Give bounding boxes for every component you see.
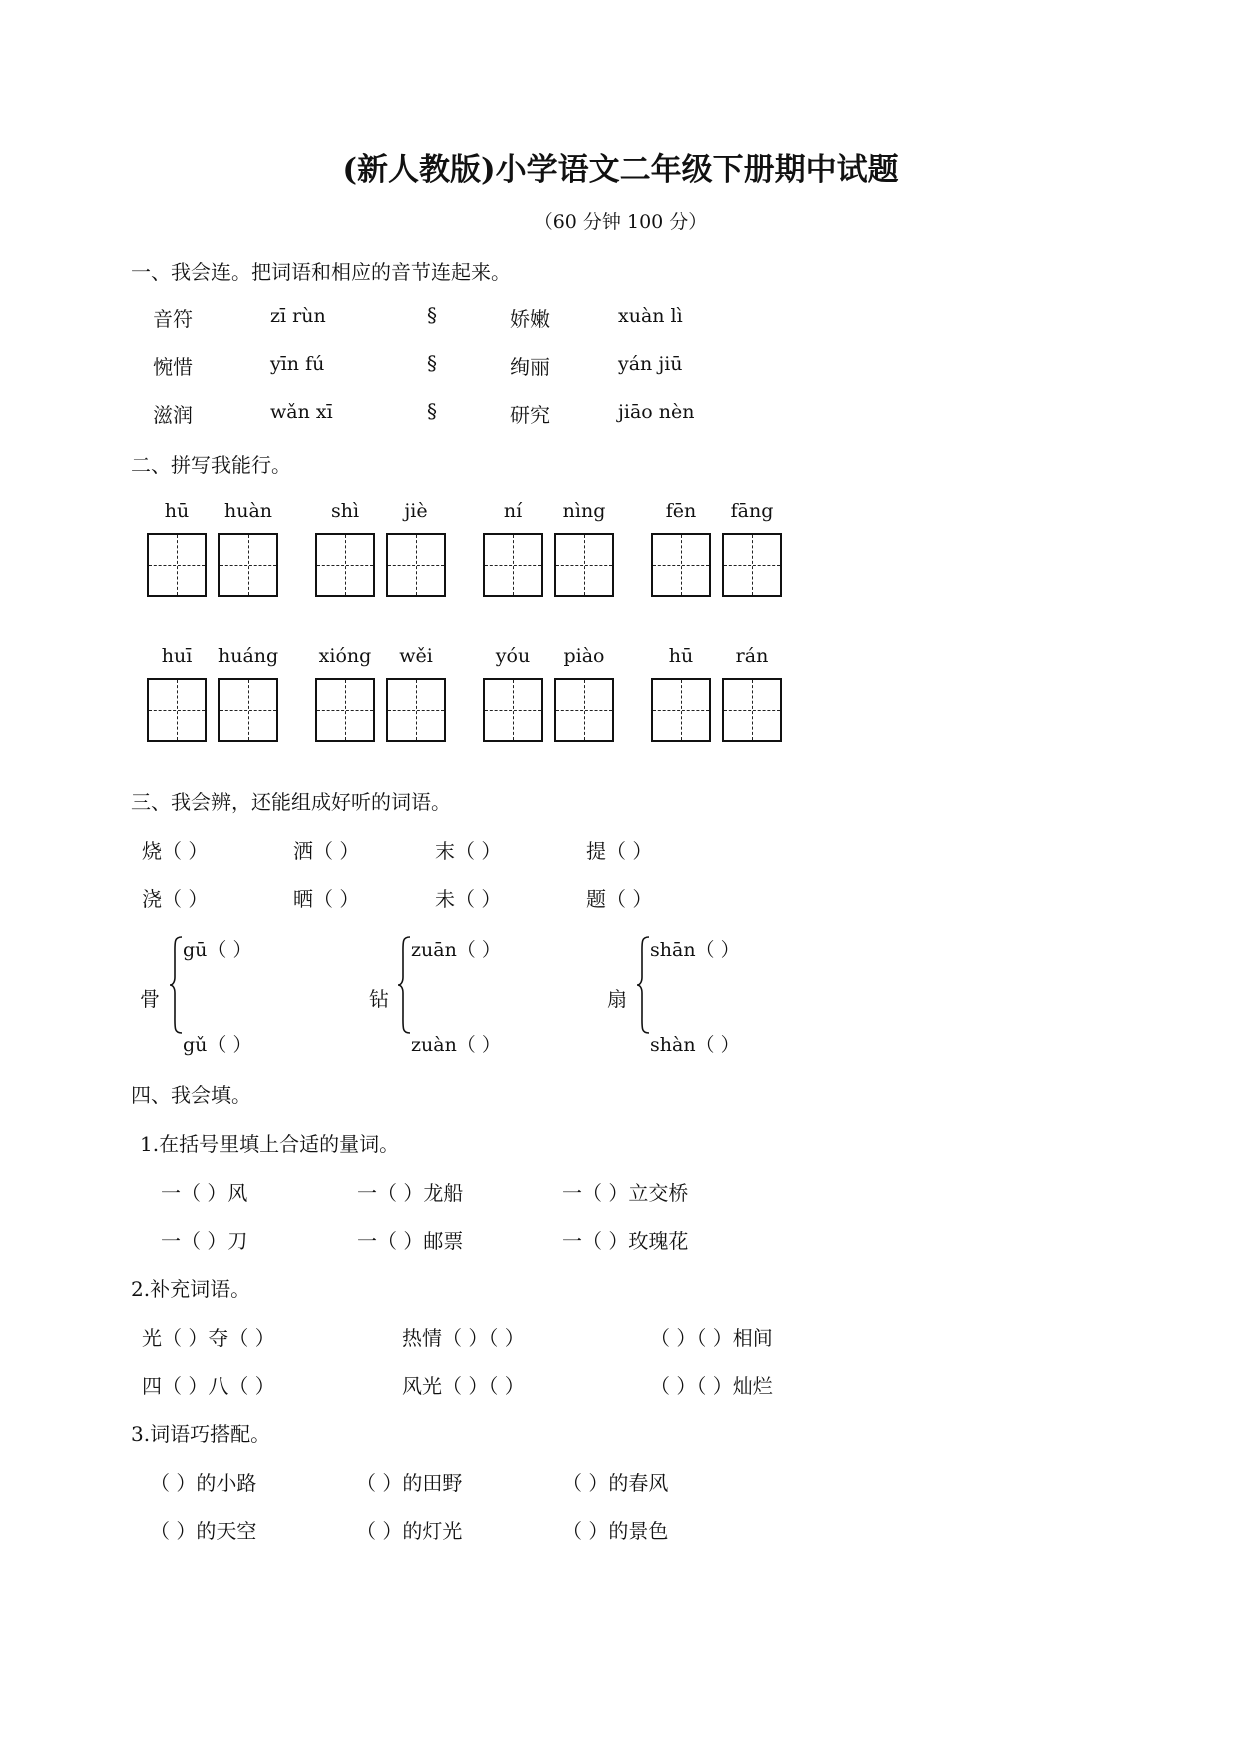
polyphone-option[interactable]: shān（ ） <box>650 939 740 961</box>
page-subtitle: （60 分钟 100 分） <box>533 211 708 233</box>
section-mark: § <box>427 351 437 375</box>
section-3-heading: 三、我会辨，还能组成好听的词语。 <box>131 790 451 814</box>
phrase-blank[interactable]: （ ）的小路 <box>150 1471 257 1495</box>
question-3-label: 3.词语巧搭配。 <box>131 1422 271 1446</box>
polyphone-char: 骨 <box>140 987 160 1011</box>
writing-grid-box[interactable] <box>554 678 614 742</box>
writing-grid-box[interactable] <box>218 533 278 597</box>
phrase-blank[interactable]: （ ）的天空 <box>150 1519 257 1543</box>
phrase-blank[interactable]: （ ）的景色 <box>562 1519 669 1543</box>
writing-grid-box[interactable] <box>386 533 446 597</box>
pinyin-label: wěi <box>399 645 433 667</box>
pinyin-right: yán jiū <box>618 353 683 375</box>
polyphone-option[interactable]: zuān（ ） <box>411 939 501 961</box>
idiom-blank[interactable]: 风光（ ）（ ） <box>402 1374 525 1398</box>
measure-word-blank[interactable]: 一（ ）风 <box>161 1181 248 1205</box>
question-2-label: 2.补充词语。 <box>131 1277 251 1301</box>
polyphone-char: 扇 <box>607 987 627 1011</box>
brace-icon <box>636 936 650 1034</box>
pinyin-left: wǎn xī <box>270 401 333 423</box>
writing-grid-box[interactable] <box>722 678 782 742</box>
idiom-blank[interactable]: 热情（ ）（ ） <box>402 1326 525 1350</box>
writing-grid-box[interactable] <box>218 678 278 742</box>
char-blank[interactable]: 晒（ ） <box>293 887 360 911</box>
measure-word-blank[interactable]: 一（ ）立交桥 <box>562 1181 689 1205</box>
phrase-blank[interactable]: （ ）的田野 <box>356 1471 463 1495</box>
idiom-blank[interactable]: 光（ ）夺（ ） <box>142 1326 275 1350</box>
pinyin-label: fāng <box>730 500 774 522</box>
brace-icon <box>169 936 183 1034</box>
pinyin-label: nìng <box>562 500 606 522</box>
measure-word-blank[interactable]: 一（ ）刀 <box>161 1229 248 1253</box>
writing-grid-box[interactable] <box>483 678 543 742</box>
polyphone-option[interactable]: shàn（ ） <box>650 1034 740 1056</box>
pinyin-label: xióng <box>318 645 372 667</box>
pinyin-label: shì <box>330 500 360 522</box>
polyphone-char: 钻 <box>369 987 389 1011</box>
page-title: (新人教版)小学语文二年级下册期中试题 <box>342 152 899 188</box>
pinyin-label: yóu <box>495 645 531 667</box>
writing-grid-box[interactable] <box>315 533 375 597</box>
pinyin-label: rán <box>735 645 769 667</box>
char-blank[interactable]: 洒（ ） <box>293 839 360 863</box>
pinyin-label: hū <box>668 645 694 667</box>
phrase-blank[interactable]: （ ）的春风 <box>562 1471 669 1495</box>
pinyin-label: piào <box>563 645 605 667</box>
measure-word-blank[interactable]: 一（ ）玫瑰花 <box>562 1229 689 1253</box>
pinyin-label: huī <box>161 645 193 667</box>
word-left: 惋惜 <box>153 355 193 379</box>
pinyin-left: yīn fú <box>270 353 325 375</box>
writing-grid-box[interactable] <box>315 678 375 742</box>
writing-grid-box[interactable] <box>483 533 543 597</box>
section-4-heading: 四、我会填。 <box>131 1083 251 1107</box>
writing-grid-box[interactable] <box>147 678 207 742</box>
idiom-blank[interactable]: （ ）（ ）灿烂 <box>650 1374 773 1398</box>
idiom-blank[interactable]: （ ）（ ）相间 <box>650 1326 773 1350</box>
phrase-blank[interactable]: （ ）的灯光 <box>356 1519 463 1543</box>
pinyin-label: huàn <box>223 500 273 522</box>
polyphone-option[interactable]: gū（ ） <box>183 939 252 961</box>
section-mark: § <box>427 303 437 327</box>
writing-grid-box[interactable] <box>722 533 782 597</box>
section-mark: § <box>427 399 437 423</box>
pinyin-label: ní <box>503 500 523 522</box>
measure-word-blank[interactable]: 一（ ）龙船 <box>357 1181 464 1205</box>
word-left: 滋润 <box>153 403 193 427</box>
pinyin-right: jiāo nèn <box>618 401 695 423</box>
section-1-heading: 一、我会连。把词语和相应的音节连起来。 <box>131 260 511 284</box>
writing-grid-box[interactable] <box>386 678 446 742</box>
polyphone-option[interactable]: zuàn（ ） <box>411 1034 501 1056</box>
question-1-label: 1.在括号里填上合适的量词。 <box>140 1132 400 1156</box>
writing-grid-box[interactable] <box>651 533 711 597</box>
char-blank[interactable]: 提（ ） <box>586 839 653 863</box>
char-blank[interactable]: 末（ ） <box>435 839 502 863</box>
pinyin-label: jiè <box>404 500 428 522</box>
writing-grid-box[interactable] <box>651 678 711 742</box>
pinyin-right: xuàn lì <box>618 305 683 327</box>
section-2-heading: 二、拼写我能行。 <box>131 453 291 477</box>
writing-grid-box[interactable] <box>147 533 207 597</box>
pinyin-left: zī rùn <box>270 305 326 327</box>
word-left: 音符 <box>153 307 193 331</box>
pinyin-label: huáng <box>218 645 279 667</box>
pinyin-label: hū <box>164 500 190 522</box>
char-blank[interactable]: 烧（ ） <box>142 839 209 863</box>
idiom-blank[interactable]: 四（ ）八（ ） <box>142 1374 275 1398</box>
writing-grid-box[interactable] <box>554 533 614 597</box>
pinyin-label: fēn <box>665 500 697 522</box>
word-right: 娇嫩 <box>510 307 550 331</box>
char-blank[interactable]: 题（ ） <box>586 887 653 911</box>
char-blank[interactable]: 未（ ） <box>435 887 502 911</box>
word-right: 绚丽 <box>510 355 550 379</box>
char-blank[interactable]: 浇（ ） <box>142 887 209 911</box>
measure-word-blank[interactable]: 一（ ）邮票 <box>357 1229 464 1253</box>
word-right: 研究 <box>510 403 550 427</box>
polyphone-option[interactable]: gǔ（ ） <box>183 1034 252 1056</box>
brace-icon <box>397 936 411 1034</box>
